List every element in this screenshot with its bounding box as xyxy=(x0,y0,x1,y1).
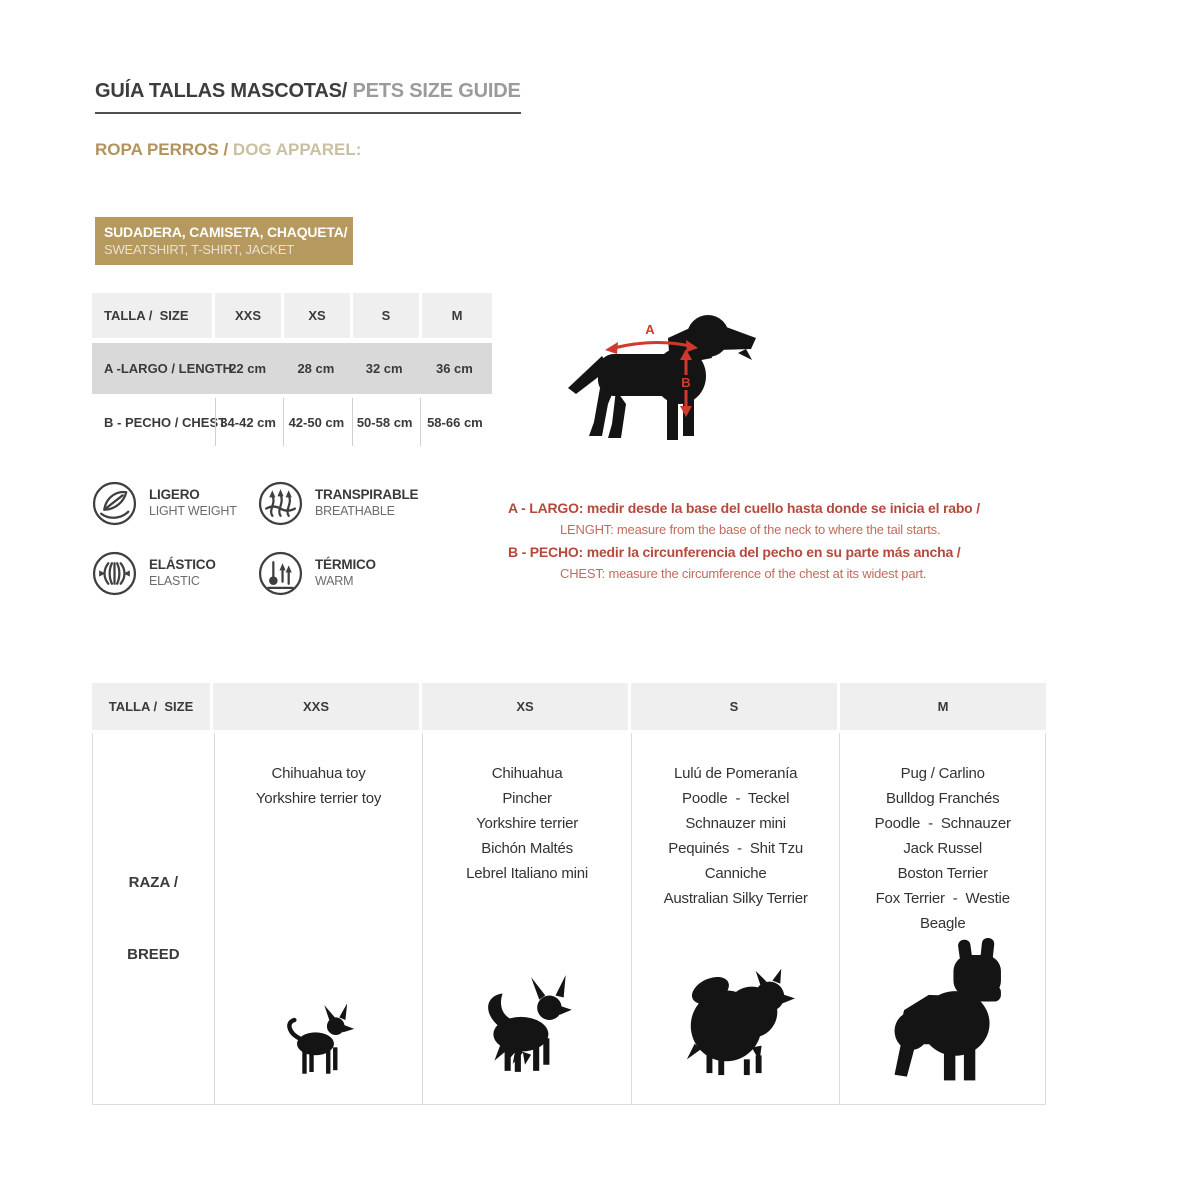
breed-table-header-cell: M xyxy=(840,683,1046,730)
size-table-header-row xyxy=(92,293,492,338)
chest-value: 42-50 cm xyxy=(283,398,348,446)
breed-list xyxy=(875,733,1011,936)
breed-row-label-cell xyxy=(93,733,214,1104)
chest-value: 34-42 cm xyxy=(215,398,280,446)
row-label-raza: RAZA / xyxy=(128,873,179,891)
measurement-diagram xyxy=(550,296,765,454)
feature-label-en: BREATHABLE xyxy=(315,504,395,518)
breed-name: Poodle - Schnauzer xyxy=(874,815,1011,832)
breed-column-s xyxy=(631,733,840,1104)
page-subtitle-es: ROPA PERROS / xyxy=(95,140,233,159)
breed-list xyxy=(664,733,808,911)
feature-label-es: TÉRMICO xyxy=(315,557,376,572)
breed-name: Schnauzer mini xyxy=(685,815,786,832)
breed-name: Chihuahua xyxy=(491,765,563,782)
feather-icon xyxy=(92,481,137,526)
breed-name: Chihuahua toy xyxy=(271,765,366,782)
banner-line-es: SUDADERA, CAMISETA, CHAQUETA/ xyxy=(104,224,348,240)
note-a-es: A - LARGO: medir desde la base del cuello hasta donde se inicia el rabo / xyxy=(508,500,980,516)
breed-name: Beagle xyxy=(919,915,966,932)
breathable-icon xyxy=(258,481,303,526)
breed-name: Boston Terrier xyxy=(897,865,988,882)
feature-label-en: ELASTIC xyxy=(149,574,200,588)
size-table-chest-row xyxy=(92,398,492,446)
breed-column-xs xyxy=(422,733,631,1104)
breed-table-header-cell: XS xyxy=(422,683,628,730)
breed-name: Bulldog Franchés xyxy=(885,790,1000,807)
length-value: 32 cm xyxy=(365,361,403,376)
page-subtitle xyxy=(95,140,361,160)
page-title-es: GUÍA TALLAS MASCOTAS/ xyxy=(95,80,348,102)
breed-table-header-row xyxy=(92,683,1046,730)
longhair-chihuahua-silhouette xyxy=(464,967,590,1079)
feature-label-en: WARM xyxy=(315,574,354,588)
size-table-header-cell: XXS xyxy=(215,293,281,338)
feature-breathable xyxy=(258,481,423,526)
feature-label-es: TRANSPIRABLE xyxy=(315,487,419,502)
feature-lightweight xyxy=(92,481,257,526)
feature-label-es: LIGERO xyxy=(149,487,200,502)
breed-name: Lulú de Pomeranía xyxy=(673,765,798,782)
breed-name: Canniche xyxy=(704,865,767,882)
breed-table-header-cell: XXS xyxy=(213,683,419,730)
elastic-icon xyxy=(92,551,137,596)
breed-table-header-cell: TALLA / SIZE xyxy=(92,683,210,730)
dog-silhouette-slot xyxy=(271,991,367,1079)
breed-name: Pug / Carlino xyxy=(900,765,985,782)
chest-value: 50-58 cm xyxy=(352,398,417,446)
row-label-breed: BREED xyxy=(127,945,180,963)
feature-label-es: ELÁSTICO xyxy=(149,557,216,572)
measuring-notes xyxy=(508,497,1128,585)
breed-column-m xyxy=(839,733,1045,1104)
breed-name: Yorkshire terrier xyxy=(476,815,579,832)
breed-name: Fox Terrier - Westie xyxy=(875,890,1010,907)
length-value: 28 cm xyxy=(297,361,335,376)
feature-elastic xyxy=(92,551,257,596)
breed-column-xxs xyxy=(214,733,423,1104)
breed-name: Pincher xyxy=(502,790,552,807)
size-table-header-cell: XS xyxy=(284,293,350,338)
french-bulldog-silhouette xyxy=(864,936,1022,1088)
dog-silhouette-slot xyxy=(661,961,811,1079)
size-table-header-cell: TALLA / SIZE xyxy=(92,293,212,338)
page-title xyxy=(95,80,521,114)
thermal-icon xyxy=(258,551,303,596)
breed-name: Jack Russel xyxy=(903,840,983,857)
size-table-header-cell: S xyxy=(353,293,419,338)
measure-dog-silhouette xyxy=(550,296,765,454)
chihuahua-silhouette xyxy=(271,991,367,1079)
pomeranian-silhouette xyxy=(661,961,811,1079)
dog-silhouette-slot xyxy=(864,936,1022,1088)
measure-label-b: B xyxy=(681,375,691,390)
breed-name: Yorkshire terrier toy xyxy=(255,790,382,807)
breed-name: Bichón Maltés xyxy=(481,840,573,857)
page-subtitle-en: DOG APPAREL: xyxy=(232,140,362,159)
size-measurement-table xyxy=(92,293,492,446)
chest-value: 58-66 cm xyxy=(420,398,489,446)
size-table-header-cell: M xyxy=(422,293,492,338)
length-value: 22 cm xyxy=(229,361,267,376)
breed-list xyxy=(256,733,381,811)
breed-table xyxy=(92,683,1046,1105)
banner-line-en: SWEATSHIRT, T-SHIRT, JACKET xyxy=(104,242,295,257)
feature-label-en: LIGHT WEIGHT xyxy=(149,504,237,518)
note-b-es: B - PECHO: medir la circunferencia del pecho en su parte más ancha / xyxy=(508,544,961,560)
breed-name: Australian Silky Terrier xyxy=(663,890,808,907)
dog-silhouette-slot xyxy=(464,967,590,1079)
feature-warm xyxy=(258,551,423,596)
page-title-en: PETS SIZE GUIDE xyxy=(347,80,521,102)
breed-name: Lebrel Italiano mini xyxy=(466,865,589,882)
breed-name: Poodle - Teckel xyxy=(682,790,790,807)
size-table-length-row xyxy=(92,343,492,394)
breed-table-header-cell: S xyxy=(631,683,837,730)
garment-type-banner xyxy=(95,217,353,265)
breed-list xyxy=(466,733,588,886)
measure-label-a: A xyxy=(645,322,655,337)
breed-table-body xyxy=(92,733,1046,1105)
note-b-en: CHEST: measure the circumference of the chest at its widest part. xyxy=(560,566,927,581)
length-value: 36 cm xyxy=(435,361,473,376)
note-a-en: LENGHT: measure from the base of the neck to where the tail starts. xyxy=(560,522,941,537)
breed-name: Pequinés - Shit Tzu xyxy=(668,840,804,857)
length-row-label: A -LARGO / LENGTH xyxy=(104,361,233,376)
chest-row-label: B - PECHO / CHEST xyxy=(104,414,227,430)
